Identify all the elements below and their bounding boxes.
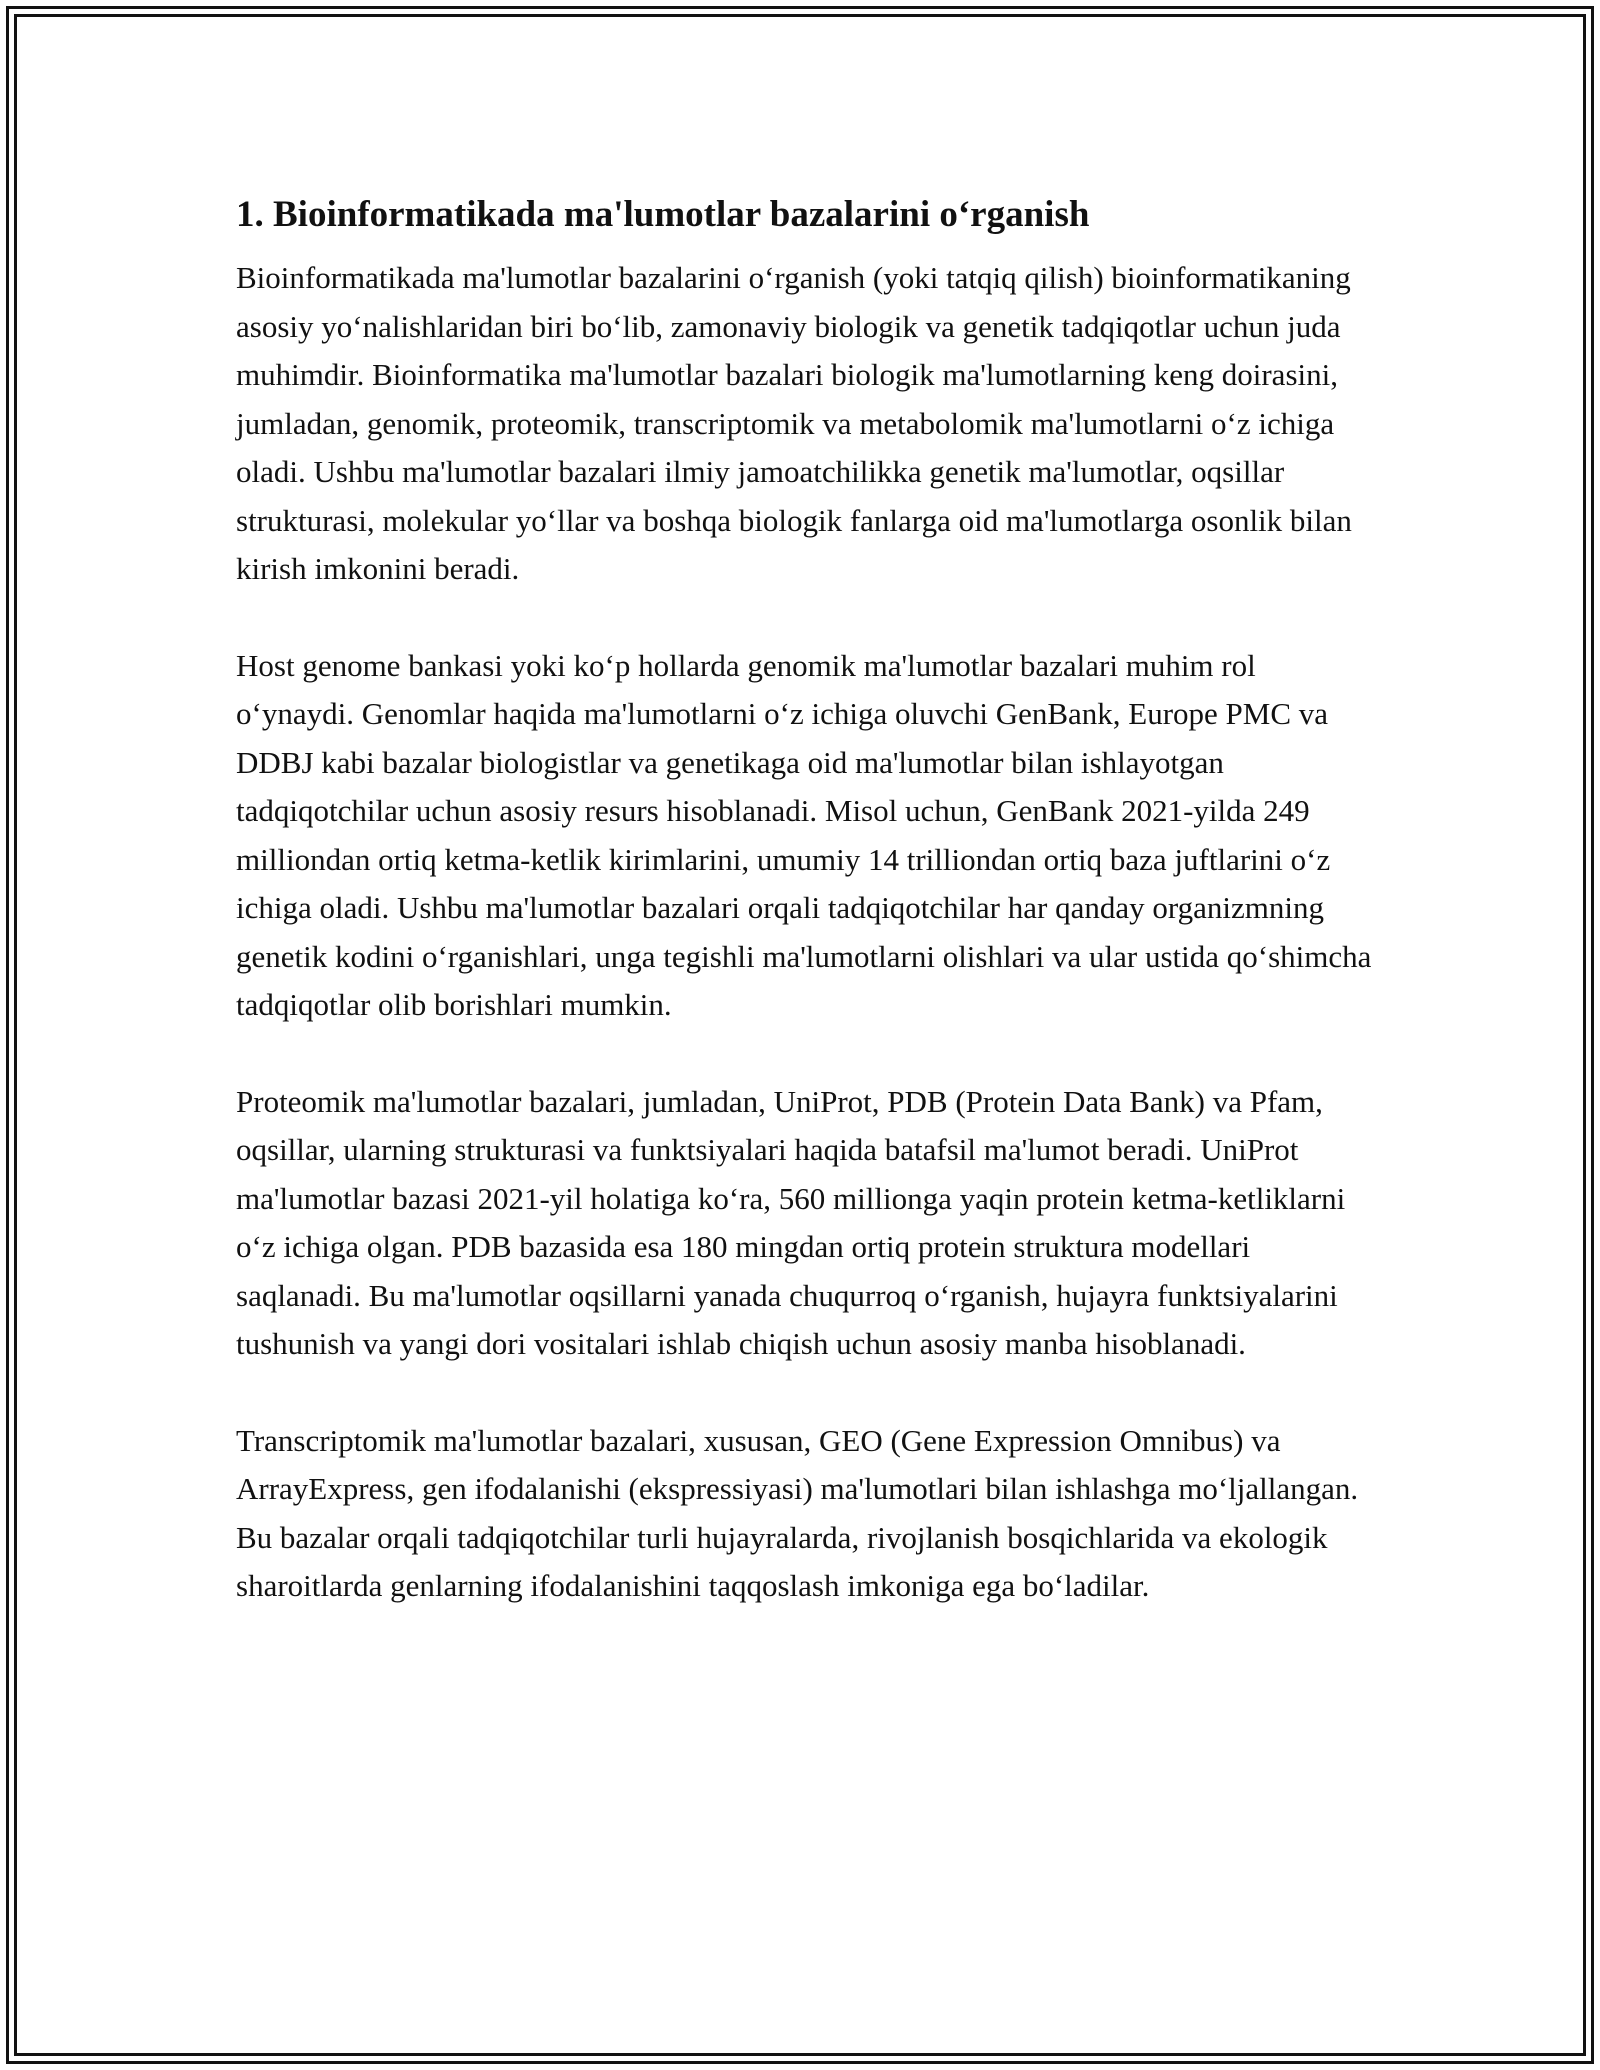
paragraph-proteomic-databases: Proteomik ma'lumotlar bazalari, jumladan, UniProt, PDB (Protein Data Bank) va Pfam, oqsillar, ularning strukturasi va funktsiyalari haqida batafsil ma'lumot beradi. UniProt ma'lumotlar bazasi 2021-yil holatiga ko‘ra, 560 millionga yaqin protein ketma-ketliklarni o‘z ichiga olgan. PDB bazasida esa 180 mingdan ortiq protein struktura modellari saqlanadi. Bu ma'lumotlar oqsillarni yanada chuqurroq o‘rganish, hujayra funktsiyalarini tushunish va yangi dori vositalari ishlab chiqish uchun asosiy manba hisoblanadi. bbox=[236, 1083, 1346, 1361]
paragraph-transcriptomic-databases: Transcriptomik ma'lumotlar bazalari, xususan, GEO (Gene Expression Omnibus) va ArrayExpress, gen ifodalanishi (ekspressiyasi) ma'lumotlari bilan ishlashga mo‘ljallangan. Bu bazalar orqali tadqiqotchilar turli hujayralarda, rivojlanish bosqichlarida va ekologik sharoitlarda genlarning ifodalanishini taqqoslash imkoniga ega bo‘ladilar. bbox=[236, 1422, 1359, 1603]
section-heading: 1. Bioinformatikada ma'lumotlar bazalarini o‘rganish bbox=[236, 194, 1090, 235]
paragraph-genomic-databases: Host genome bankasi yoki ko‘p hollarda genomik ma'lumotlar bazalari muhim rol o‘ynaydi. Genomlar haqida ma'lumotlarni o‘z ichiga oluvchi GenBank, Europe PMC va DDBJ kabi bazalar biologistlar va genetikaga oid ma'lumotlar bilan ishlayotgan tadqiqotchilar uchun asosiy resurs hisoblanadi. Misol uchun, GenBank 2021-yilda 249 milliondan ortiq ketma-ketlik kirimlarini, umumiy 14 trilliondan ortiq baza juftlarini o‘z ichiga oladi. Ushbu ma'lumotlar bazalari orqali tadqiqotchilar har qanday organizmning genetik kodini o‘rganishlari, unga tegishli ma'lumotlarni olishlari va ular ustida qo‘shimcha tadqiqotlar olib borishlari mumkin. bbox=[236, 647, 1372, 1022]
paragraph-intro: Bioinformatikada ma'lumotlar bazalarini o‘rganish (yoki tatqiq qilish) bioinformatikaning asosiy yo‘nalishlaridan biri bo‘lib, zamonaviy biologik va genetik tadqiqotlar uchun juda muhimdir. Bioinformatika ma'lumotlar bazalari biologik ma'lumotlarning keng doirasini, jumladan, genomik, proteomik, transcriptomik va metabolomik ma'lumotlarni o‘z ichiga oladi. Ushbu ma'lumotlar bazalari ilmiy jamoatchilikka genetik ma'lumotlar, oqsillar strukturasi, molekular yo‘llar va boshqa biologik fanlarga oid ma'lumotlarga osonlik bilan kirish imkonini beradi. bbox=[236, 260, 1352, 586]
document-body bbox=[236, 188, 1376, 1659]
